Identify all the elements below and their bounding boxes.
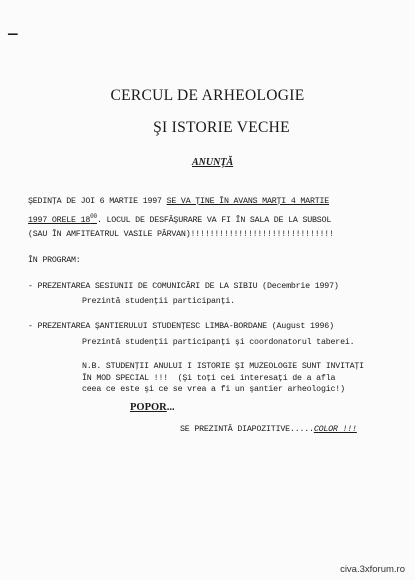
watermark: civa.3xforum.ro: [340, 564, 405, 575]
program-item-2: - PREZENTAREA ŞANTIERULUI STUDENŢESC LIMBA-BORDANE (August 1996): [28, 322, 334, 331]
time-minutes: 00: [90, 213, 97, 220]
program-item-2-detail: Prezintă studenţii participanţi şi coordonatorul taberei.: [82, 338, 355, 347]
nb-line-3: ceea ce este şi ce se vrea a fi un şantier arheologic!): [82, 385, 345, 394]
nb-line-2: ÎN MOD SPECIAL !!! (Şi toţi cei interesaţi de a afla: [82, 374, 336, 383]
location-text: . LOCUL DE DESFĂŞURARE VA FI ÎN SALA DE LA SUBSOL: [96, 215, 332, 225]
slides-color-word: COLOR !!!: [313, 425, 357, 434]
announcement-heading: ANUNŢĂ: [192, 157, 234, 168]
program-label: ÎN PROGRAM:: [28, 256, 81, 265]
popor-word: POPOR: [130, 402, 167, 413]
rescheduled-text: SE VA ŢINE ÎN AVANS MARŢI 4 MARTIE: [166, 197, 330, 206]
popor-dots: ...: [166, 402, 175, 413]
meeting-text: ŞEDINŢA DE JOI 6 MARTIE 1997: [28, 197, 167, 206]
time-text: [28, 213, 97, 225]
header-dash-mark: —: [8, 25, 16, 43]
paragraph-line-3: (SAU ÎN AMFITEATRUL VASILE PÂRVAN)!!!!!!!!!!!!!!!!!!!!!!!!!!!!!!: [28, 230, 334, 239]
slides-line: [180, 425, 357, 434]
program-item-1: - PREZENTAREA SESIUNII DE COMUNICĂRI DE LA SIBIU (Decembrie 1997): [28, 282, 339, 291]
nb-line-1: N.B. STUDENŢII ANULUI I ISTORIE ŞI MUZEOLOGIE SUNT INVITAŢI: [82, 362, 364, 371]
slides-text: SE PREZINTĂ DIAPOZITIVE.....: [180, 425, 314, 434]
time-hour: 1997 ORELE 18: [28, 215, 91, 225]
paragraph-line-1: [28, 197, 329, 206]
title-line-1: CERCUL DE ARHEOLOGIE: [110, 87, 305, 104]
popor-heading: [130, 402, 175, 413]
paragraph-line-2: [28, 213, 331, 225]
title-line-2: ŞI ISTORIE VECHE: [153, 119, 290, 136]
program-item-1-detail: Prezintă studenţii participanţi.: [82, 297, 235, 306]
